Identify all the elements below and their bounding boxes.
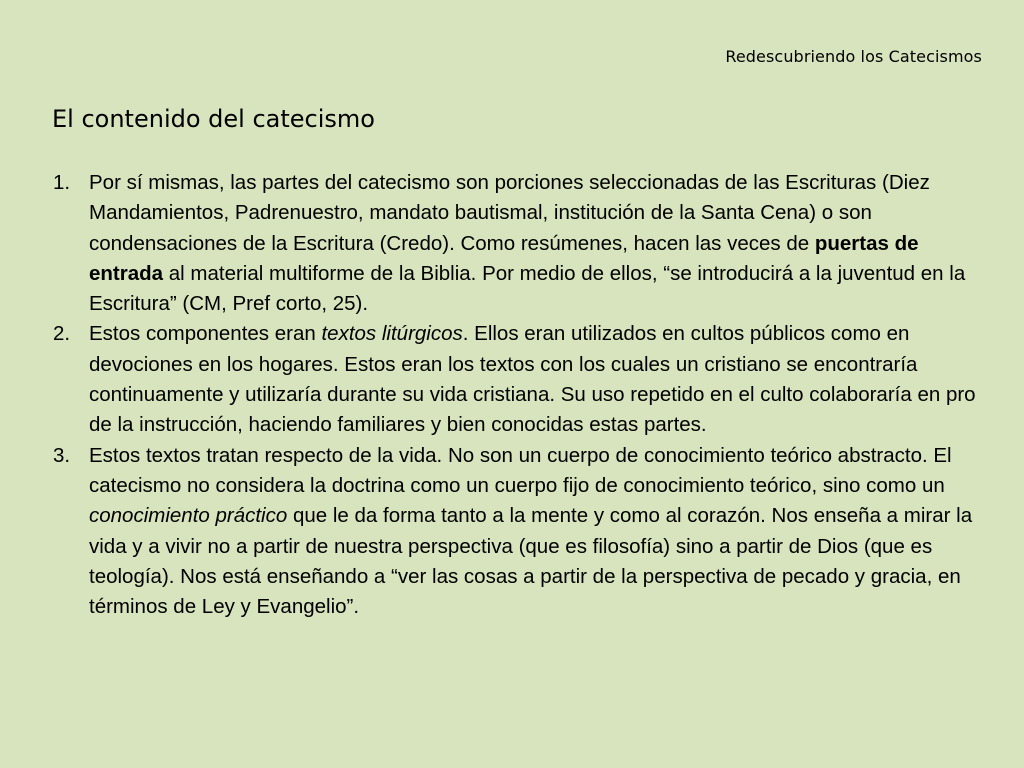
list-item-text	[89, 171, 965, 315]
list-item-text	[89, 322, 976, 436]
list-item-text	[89, 444, 972, 618]
header-title: Redescubriendo los Catecismos	[725, 47, 982, 66]
text-segment: al material multiforme de la Biblia. Por medio de ellos, “se introducirá a la juventud en la Escritura” (CM, Pref corto, 25).	[89, 261, 966, 316]
list-item-number: 2.	[53, 322, 71, 346]
text-segment: Estos textos tratan respecto de la vida. No son un cuerpo de conocimiento teórico abstracto. El catecismo no considera la doctrina como un cuerpo fijo de conocimiento teórico, sino como un	[89, 443, 952, 497]
list-item-number: 1.	[53, 171, 71, 194]
bold-text: puertas de entrada	[89, 231, 919, 285]
italic-text: conocimiento práctico	[89, 504, 288, 528]
list-item	[0, 441, 977, 623]
list-item-number: 3.	[53, 443, 71, 467]
text-segment: Estos componentes eran	[89, 322, 322, 346]
numbered-list	[0, 168, 1000, 622]
text-segment: Por sí mismas, las partes del catecismo son porciones seleccionadas de las Escrituras (Diez Mandamientos, Padrenuestro, mandato bautismal, institución de la Santa Cena) o son condensaciones de la Escritura (Credo). Como resúmenes, hacen las veces de	[89, 171, 930, 255]
slide-title: El contenido del catecismo	[52, 105, 375, 133]
text-segment: que le da forma tanto a la mente y como al corazón. Nos enseña a mirar la vida y a vivir no a partir de nuestra perspectiva (que es filosofía) sino a partir de Dios (que es teología). Nos está enseñando a “ver las cosas a partir de la perspectiva de pecado y gracia, en términos de Ley y Evangelio”.	[89, 504, 973, 619]
text-segment: . Ellos eran utilizados en cultos públicos como en devociones en los hogares. Estos eran los textos con los cuales un cristiano se encontraría continuamente y utilizaría durante su vida cristiana. Su uso repetido en el culto colaboraría en pro de la instrucción, haciendo familiares y bien conocidas estas partes.	[89, 322, 976, 437]
list-item	[0, 168, 977, 319]
italic-text: textos litúrgicos	[321, 322, 463, 346]
list-item	[0, 319, 977, 440]
